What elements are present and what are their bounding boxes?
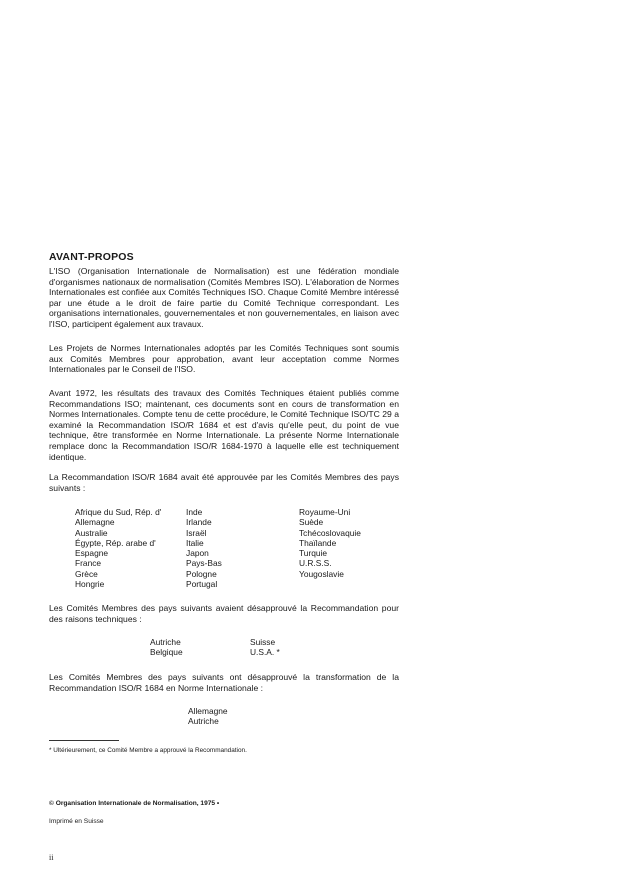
country-item: Autriche bbox=[188, 716, 219, 727]
approved-countries-column-3 bbox=[299, 507, 361, 579]
paragraph-iso-intro: L'ISO (Organisation Internationale de Normalisation) est une fédération mondiale d'organismes nationaux de normalisation (Comités Membres ISO). L'élaboration de Normes Internationales est confiée aux Comités Techniques ISO. Chaque Comité Membre intéressé par une étude a le droit de faire partie du Comité Technique correspondant. Les organisations internationales, gouvernementales et non gouvernementales, en liaison avec l'ISO, participent également aux travaux. bbox=[49, 266, 399, 329]
country-item: Australie bbox=[75, 527, 108, 538]
country-item: Italie bbox=[186, 537, 204, 548]
country-item: Portugal bbox=[186, 579, 218, 590]
country-item: Inde bbox=[186, 507, 203, 517]
country-item: Turquie bbox=[299, 548, 328, 559]
country-item: Yougoslavie bbox=[299, 568, 344, 579]
country-item: Égypte, Rép. arabe d' bbox=[75, 537, 156, 548]
country-item: Allemagne bbox=[75, 517, 115, 528]
country-item: Irlande bbox=[186, 517, 212, 528]
country-item: Espagne bbox=[75, 548, 109, 559]
paragraph-draft-standards: Les Projets de Normes Internationales adoptés par les Comités Techniques sont soumis aux Comités Membres pour approbation, avant leur acceptation comme Normes Internationales par le Conseil de l'ISO. bbox=[49, 343, 399, 375]
country-item: Pologne bbox=[186, 568, 217, 579]
country-item: Tchécoslovaquie bbox=[299, 527, 361, 538]
country-item: U.R.S.S. bbox=[299, 558, 332, 569]
country-item: France bbox=[75, 558, 102, 569]
footnote: * Ultérieurement, ce Comité Membre a approuvé la Recommandation. bbox=[49, 747, 247, 754]
country-item: U.S.A. * bbox=[250, 647, 280, 658]
approved-countries-column-2 bbox=[186, 507, 222, 589]
disapproved-column-1 bbox=[150, 637, 183, 658]
country-item: Royaume-Uni bbox=[299, 507, 351, 517]
disapproved-column-2 bbox=[250, 637, 280, 658]
country-item: Pays-Bas bbox=[186, 558, 222, 569]
country-item: Suède bbox=[299, 517, 324, 528]
disapproved-transformation-list bbox=[188, 706, 228, 727]
country-item: Afrique du Sud, Rép. d' bbox=[75, 507, 162, 517]
copyright-notice: © Organisation Internationale de Normalisation, 1975 • bbox=[49, 800, 220, 807]
printed-in: Imprimé en Suisse bbox=[49, 818, 104, 825]
country-item: Thaïlande bbox=[299, 537, 337, 548]
footnote-divider bbox=[49, 740, 119, 741]
approved-countries-column-1 bbox=[75, 507, 161, 589]
paragraph-disapproved-transformation: Les Comités Membres des pays suivants ont désapprouvé la transformation de la Recommandation ISO/R 1684 en Norme Internationale : bbox=[49, 672, 399, 693]
country-item: Grèce bbox=[75, 568, 98, 579]
paragraph-approved-by: La Recommandation ISO/R 1684 avait été approuvée par les Comités Membres des pays suivants : bbox=[49, 472, 399, 493]
country-item: Israël bbox=[186, 527, 207, 538]
country-item: Belgique bbox=[150, 647, 183, 658]
country-item: Allemagne bbox=[188, 706, 228, 716]
foreword-heading: AVANT-PROPOS bbox=[49, 251, 134, 263]
country-item: Japon bbox=[186, 548, 209, 559]
country-item: Autriche bbox=[150, 637, 181, 647]
paragraph-before-1972: Avant 1972, les résultats des travaux des Comités Techniques étaient publiés comme Recommandations ISO; maintenant, ces documents sont en cours de transformation en Normes Internationales. Compte tenu de cette procédure, le Comité Technique ISO/TC 29 a examiné la Recommandation ISO/R 1684 et est d'avis qu'elle peut, du point de vue technique, être transformée en Norme Internationale. La présente Norme Internationale remplace donc la Recommandation ISO/R 1684-1970 à laquelle elle est techniquement identique. bbox=[49, 388, 399, 462]
paragraph-disapproved-recommendation: Les Comités Membres des pays suivants avaient désapprouvé la Recommandation pour des raisons techniques : bbox=[49, 603, 399, 624]
country-item: Hongrie bbox=[75, 579, 105, 590]
country-item: Suisse bbox=[250, 637, 276, 647]
page-number: ii bbox=[49, 853, 54, 862]
